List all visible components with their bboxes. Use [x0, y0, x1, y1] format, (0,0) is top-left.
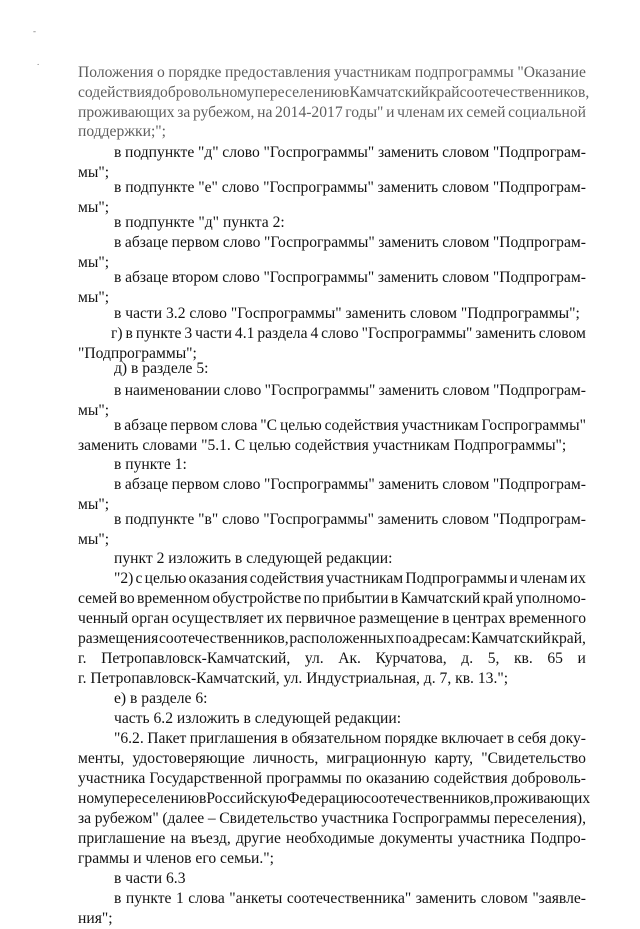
- text-line: проживающих за рубежом, на 2014-2017 годы" и членам их семей социальной: [78, 104, 586, 121]
- text-line: "Подпрограммы";: [78, 345, 197, 362]
- text-line: приглашение на въезд, другие необходимые документы участника Подпро-: [78, 830, 586, 847]
- text-line: ному переселению в Российскую Федерацию соотечественников, проживающих: [78, 790, 591, 807]
- text-line: ния";: [78, 910, 113, 927]
- text-line: в части 6.3: [114, 870, 186, 887]
- text-line: мы";: [78, 289, 110, 306]
- text-line: граммы и членов его семьи.";: [78, 850, 274, 867]
- text-line: ченный орган осуществляет их первичное размещение в центрах временного: [78, 610, 586, 627]
- text-line: в подпункте "в" слово "Госпрограммы" заменить словом "Подпрограм-: [114, 511, 586, 528]
- text-line: в пункте 1 слова "анкеты соотечественника" заменить словом "заявле-: [114, 890, 586, 907]
- text-line: г) в пункте 3 части 4.1 раздела 4 слово "Госпрограммы" заменить словом: [111, 325, 586, 342]
- text-line: в абзаце первом слово "Госпрограммы" заменить словом "Подпрограм-: [114, 234, 586, 251]
- text-line: мы";: [78, 496, 110, 513]
- text-line: г. Петропавловск-Камчатский, ул. Ак. Курчатова, д. 5, кв. 65 и: [78, 650, 586, 667]
- text-line: участника Государственной программы по оказанию содействия доброволь-: [78, 770, 586, 787]
- corner-mark: -: [33, 26, 36, 36]
- text-line: семей во временном обустройстве по прибытии в Камчатский край уполномо-: [78, 590, 586, 607]
- text-line: поддержки;";: [78, 123, 167, 140]
- text-line: в абзаце первом слова "С целью содействия участникам Госпрограммы": [114, 417, 586, 434]
- text-line: в наименовании слово "Госпрограммы" заменить словом "Подпрограм-: [114, 382, 586, 399]
- corner-mark: .: [37, 57, 40, 67]
- text-line: в подпункте "е" слово "Госпрограммы" заменить словом "Подпрограм-: [114, 179, 586, 196]
- text-line: менты, удостоверяющие личность, миграционную карту, "Свидетельство: [78, 750, 586, 767]
- text-line: размещения соотечественников, расположенных по адресам: Камчатский край,: [78, 630, 586, 647]
- text-line: мы";: [78, 402, 110, 419]
- text-line: Положения о порядке предоставления участникам подпрограммы "Оказание: [78, 64, 586, 81]
- text-line: в части 3.2 слово "Госпрограммы" заменить словом "Подпрограммы";: [114, 305, 580, 322]
- text-line: мы";: [78, 199, 110, 216]
- text-line: за рубежом" (далее – Свидетельство участника Госпрограммы переселения),: [78, 810, 586, 827]
- text-line: д) в разделе 5:: [114, 360, 209, 377]
- text-line: мы";: [78, 164, 110, 181]
- text-line: г. Петропавловск-Камчатский, ул. Индустриальная, д. 7, кв. 13.";: [78, 670, 509, 687]
- text-line: пункт 2 изложить в следующей редакции:: [114, 550, 393, 567]
- text-line: в подпункте "д" слово "Госпрограммы" заменить словом "Подпрограм-: [114, 144, 586, 161]
- text-line: мы";: [78, 531, 110, 548]
- text-line: в пункте 1:: [114, 456, 187, 473]
- text-line: мы";: [78, 254, 110, 271]
- text-line: е) в разделе 6:: [114, 690, 208, 707]
- text-line: заменить словами "5.1. С целью содействия участникам Подпрограммы";: [78, 437, 567, 454]
- text-line: в абзаце втором слово "Госпрограммы" заменить словом "Подпрограм-: [114, 269, 586, 286]
- text-line: в подпункте "д" пункта 2:: [114, 214, 285, 231]
- text-line: в абзаце первом слово "Госпрограммы" заменить словом "Подпрограм-: [114, 476, 586, 493]
- text-line: часть 6.2 изложить в следующей редакции:: [114, 710, 402, 727]
- text-line: "6.2. Пакет приглашения в обязательном порядке включает в себя доку-: [114, 730, 586, 747]
- text-line: содействия добровольному переселению в Камчатский край соотечественников,: [78, 84, 590, 101]
- text-line: "2) с целью оказания содействия участникам Подпрограммы и членам их: [114, 570, 586, 587]
